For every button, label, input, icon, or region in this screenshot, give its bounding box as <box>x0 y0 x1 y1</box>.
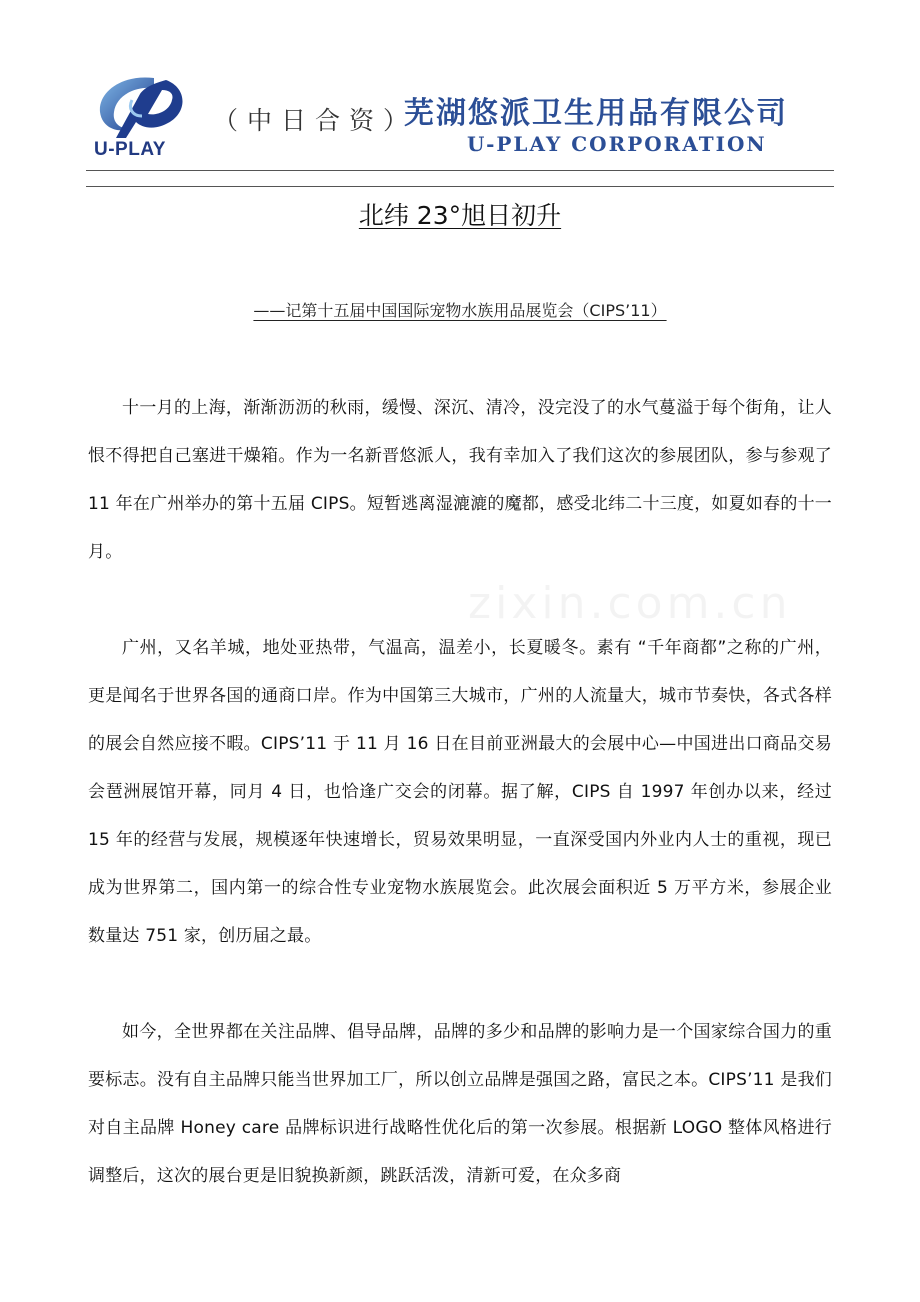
paragraph-text: 十一月的上海，渐渐沥沥的秋雨，缓慢、深沉、清冷，没完没了的水气蔓溢于每个街角，让人恨不得把自己塞进干燥箱。作为一名新晋悠派人，我有幸加入了我们这次的参展团队，参与参观了 11 年在广州举办的第十五届 CIPS。短暂逃离湿漉漉的魔都，感受北纬二十三度，如夏如春的十一月。 <box>88 398 832 562</box>
article-subtitle-block <box>0 299 920 323</box>
article-title-block <box>0 200 920 232</box>
watermark <box>468 578 792 629</box>
company-name-english: U-PLAY CORPORATION <box>467 132 767 156</box>
paragraph-2 <box>88 624 832 960</box>
header-divider-bottom <box>86 186 834 187</box>
paragraph-text: 如今，全世界都在关注品牌、倡导品牌，品牌的多少和品牌的影响力是一个国家综合国力的重要标志。没有自主品牌只能当世界加工厂，所以创立品牌是强国之路，富民之本。CIPS’11 是我们对自主品牌 Honey care 品牌标识进行战略性优化后的第一次参展。根据新 LOGO 整体风格进行调整后，这次的展台更是旧貌换新颜，跳跃活泼，清新可爱，在众多商 <box>88 1022 832 1186</box>
article-subtitle: ——记第十五届中国国际宠物水族用品展览会（CIPS’11） <box>253 301 667 320</box>
article-title: 北纬 23°旭日初升 <box>358 201 562 230</box>
letterhead <box>0 0 920 190</box>
header-divider-top <box>86 170 834 171</box>
paragraph-3 <box>88 1008 832 1200</box>
company-name-chinese: 芜湖悠派卫生用品有限公司 <box>404 96 788 131</box>
joint-venture-label: （中日合资） <box>213 106 418 135</box>
paragraph-text: 广州，又名羊城，地处亚热带，气温高，温差小，长夏暖冬。素有 “千年商都”之称的广州，更是闻名于世界各国的通商口岸。作为中国第三大城市，广州的人流量大，城市节奏快，各式各样的展会自然应接不暇。CIPS’11 于 11 月 16 日在目前亚洲最大的会展中心—中国进出口商品交易会琶洲展馆开幕，同月 4 日，也恰逢广交会的闭幕。据了解，CIPS 自 1997 年创办以来，经过 15 年的经营与发展，规模逐年快速增长，贸易效果明显，一直深受国内外业内人士的重视，现已成为世界第二，国内第一的综合性专业宠物水族展览会。此次展会面积近 5 万平方米，参展企业数量达 751 家，创历届之最。 <box>88 638 832 946</box>
paragraph-1 <box>88 384 832 576</box>
logo-wordmark: U-PLAY <box>94 139 166 160</box>
